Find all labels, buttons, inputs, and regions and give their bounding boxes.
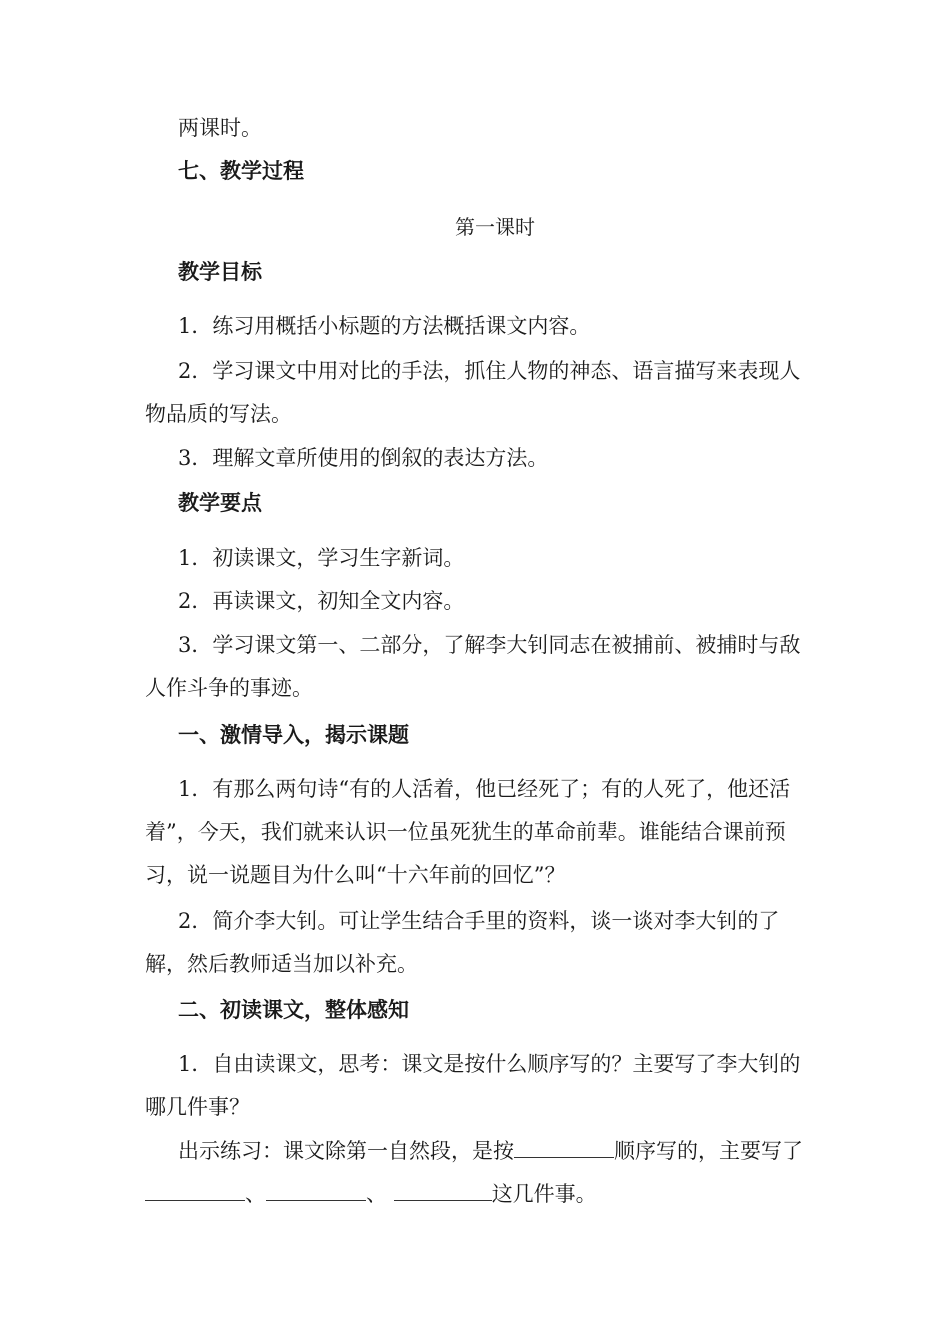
heading-teaching-process: 七、教学过程 <box>178 159 304 183</box>
goal-item-1: 1．练习用概括小标题的方法概括课文内容。 <box>178 314 591 338</box>
intro-paragraph-1: 1．有那么两句诗“有的人活着，他已经死了；有的人死了，他还活着”，今天，我们就来认识一位虽死犹生的革命前辈。谁能结合课前预习，说一说题目为什么叫“十六年前的回忆”？ <box>145 777 791 887</box>
goal-item-3: 3．理解文章所使用的倒叙的表达方法。 <box>178 446 549 470</box>
fill-blank-event-3 <box>394 1182 492 1201</box>
heading-section-one: 一、激情导入，揭示课题 <box>178 723 409 747</box>
lesson-title: 第一课时 <box>455 215 535 239</box>
heading-teaching-keypoints: 教学要点 <box>178 491 262 515</box>
intro-paragraph-2: 2．简介李大钊。可让学生结合手里的资料，谈一谈对李大钊的了解，然后教师适当加以补充。 <box>145 909 780 976</box>
keypoint-item-2: 2．再读课文，初知全文内容。 <box>178 589 465 613</box>
keypoint-item-1: 1．初读课文，学习生字新词。 <box>178 546 465 570</box>
goal-item-2: 2．学习课文中用对比的手法，抓住人物的神态、语言描写来表现人物品质的写法。 <box>145 359 801 426</box>
paragraph-intro: 两课时。 <box>178 116 262 140</box>
fill-blank-event-1 <box>145 1182 245 1201</box>
keypoint-item-3: 3．学习课文第一、二部分，了解李大钊同志在被捕前、被捕时与敌人作斗争的事迹。 <box>145 633 801 700</box>
read-paragraph-1: 1．自由读课文，思考：课文是按什么顺序写的？主要写了李大钊的哪几件事？ <box>145 1052 801 1119</box>
exercise-paragraph: 出示练习：课文除第一自然段，是按 顺序写的，主要写了、 、 这几件事。 <box>145 1130 807 1216</box>
heading-section-two: 二、初读课文，整体感知 <box>178 998 409 1022</box>
fill-blank-order <box>514 1139 614 1158</box>
fill-blank-event-2 <box>266 1182 366 1201</box>
heading-teaching-goals: 教学目标 <box>178 260 262 284</box>
